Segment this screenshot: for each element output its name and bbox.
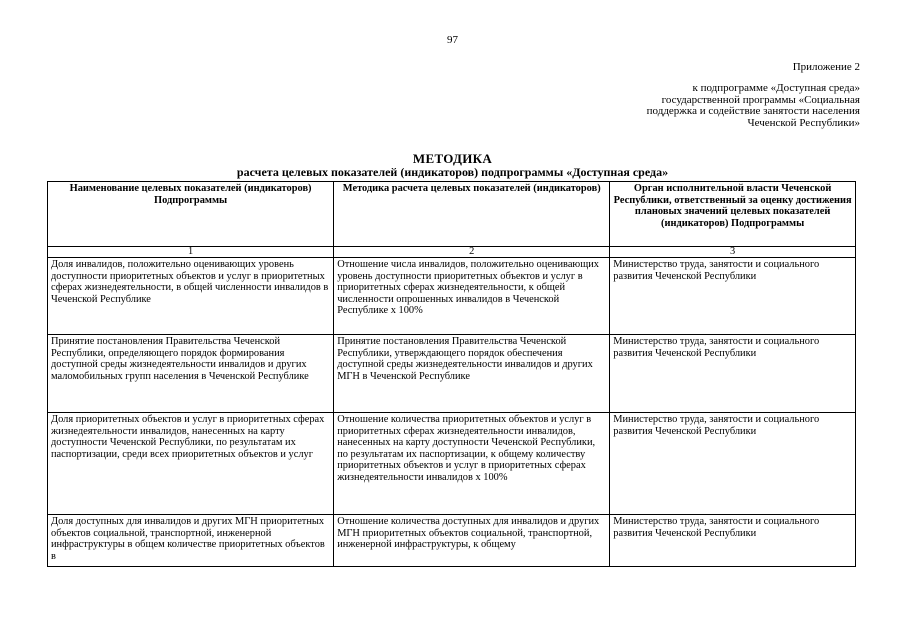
column-number: 3 (610, 247, 856, 258)
document-subtitle: расчета целевых показателей (индикаторов) подпрограммы «Доступная среда» (236, 165, 669, 179)
header-indicator-name: Наименование целевых показателей (индикаторов) Подпрограммы (48, 182, 334, 247)
authority-cell: Министерство труда, занятости и социального развития Чеченской Республики (610, 335, 856, 413)
method-cell: Отношение количества приоритетных объектов и услуг в приоритетных сферах жизнедеятельности инвалидов, нанесенных на карту доступности Чеченской Республики, по результатам их паспортизации, к общему количеству приоритетных объектов и услуг в приоритетных сферах жизнедеятельности инвалидов х 100% (334, 413, 610, 515)
header-responsible-authority: Орган исполнительной власти Чеченской Республики, ответственный за оценку достижения плановых значений целевых показателей (индикаторов) Подпрограммы (610, 182, 856, 247)
appendix-subtitle (647, 83, 860, 129)
authority-cell: Министерство труда, занятости и социального развития Чеченской Республики (610, 258, 856, 335)
document-title: МЕТОДИКА (412, 151, 493, 166)
column-number: 2 (334, 247, 610, 258)
method-cell: Отношение числа инвалидов, положительно оценивающих уровень доступности приоритетных объектов и услуг в приоритетных сферах жизнедеятельности, к общей численности опрошенных инвалидов в Чеченской Республике х 100% (334, 258, 610, 335)
table-row (48, 335, 856, 413)
table-row (48, 258, 856, 335)
table-row (48, 413, 856, 515)
indicator-cell: Доля доступных для инвалидов и других МГН приоритетных объектов социальной, транспортной, инженерной инфраструктуры в общем количестве приоритетных объектов в (48, 515, 334, 567)
authority-cell: Министерство труда, занятости и социального развития Чеченской Республики (610, 515, 856, 567)
authority-cell: Министерство труда, занятости и социального развития Чеченской Республики (610, 413, 856, 515)
indicator-cell: Доля инвалидов, положительно оценивающих уровень доступности приоритетных объектов и услуг в приоритетных сферах жизнедеятельности, в общей численности инвалидов в Чеченской Республике (48, 258, 334, 335)
table-header-row (48, 182, 856, 247)
table-row (48, 515, 856, 567)
method-cell: Принятие постановления Правительства Чеченской Республики, утверждающего порядок обеспечения доступной среды жизнедеятельности инвалидов и других МГН в Чеченской Республике (334, 335, 610, 413)
appendix-title: Приложение 2 (792, 61, 860, 73)
appendix-line: поддержка и содействие занятости населения (646, 105, 860, 117)
methodology-table (47, 181, 856, 567)
appendix-line: государственной программы «Социальная (661, 93, 860, 106)
column-number: 1 (48, 247, 334, 258)
method-cell: Отношение количества доступных для инвалидов и других МГН приоритетных объектов социальной, транспортной, инженерной инфраструктуры, к общему (334, 515, 610, 567)
indicator-cell: Доля приоритетных объектов и услуг в приоритетных сферах жизнедеятельности инвалидов, нанесенных на карту доступности Чеченской Республики, по результатам их паспортизации, среди всех приоритетных объектов и услуг (48, 413, 334, 515)
indicator-cell: Принятие постановления Правительства Чеченской Республики, определяющего порядок формирования доступной среды жизнедеятельности инвалидов и других маломобильных групп населения в Чеченской Республике (48, 335, 334, 413)
page-number: 97 (447, 34, 458, 46)
appendix-line: к подпрограмме «Доступная среда» (692, 82, 860, 94)
column-number-row (48, 247, 856, 258)
appendix-line: Чеченской Республики» (747, 116, 860, 129)
header-calculation-method: Методика расчета целевых показателей (индикаторов) (334, 182, 610, 247)
